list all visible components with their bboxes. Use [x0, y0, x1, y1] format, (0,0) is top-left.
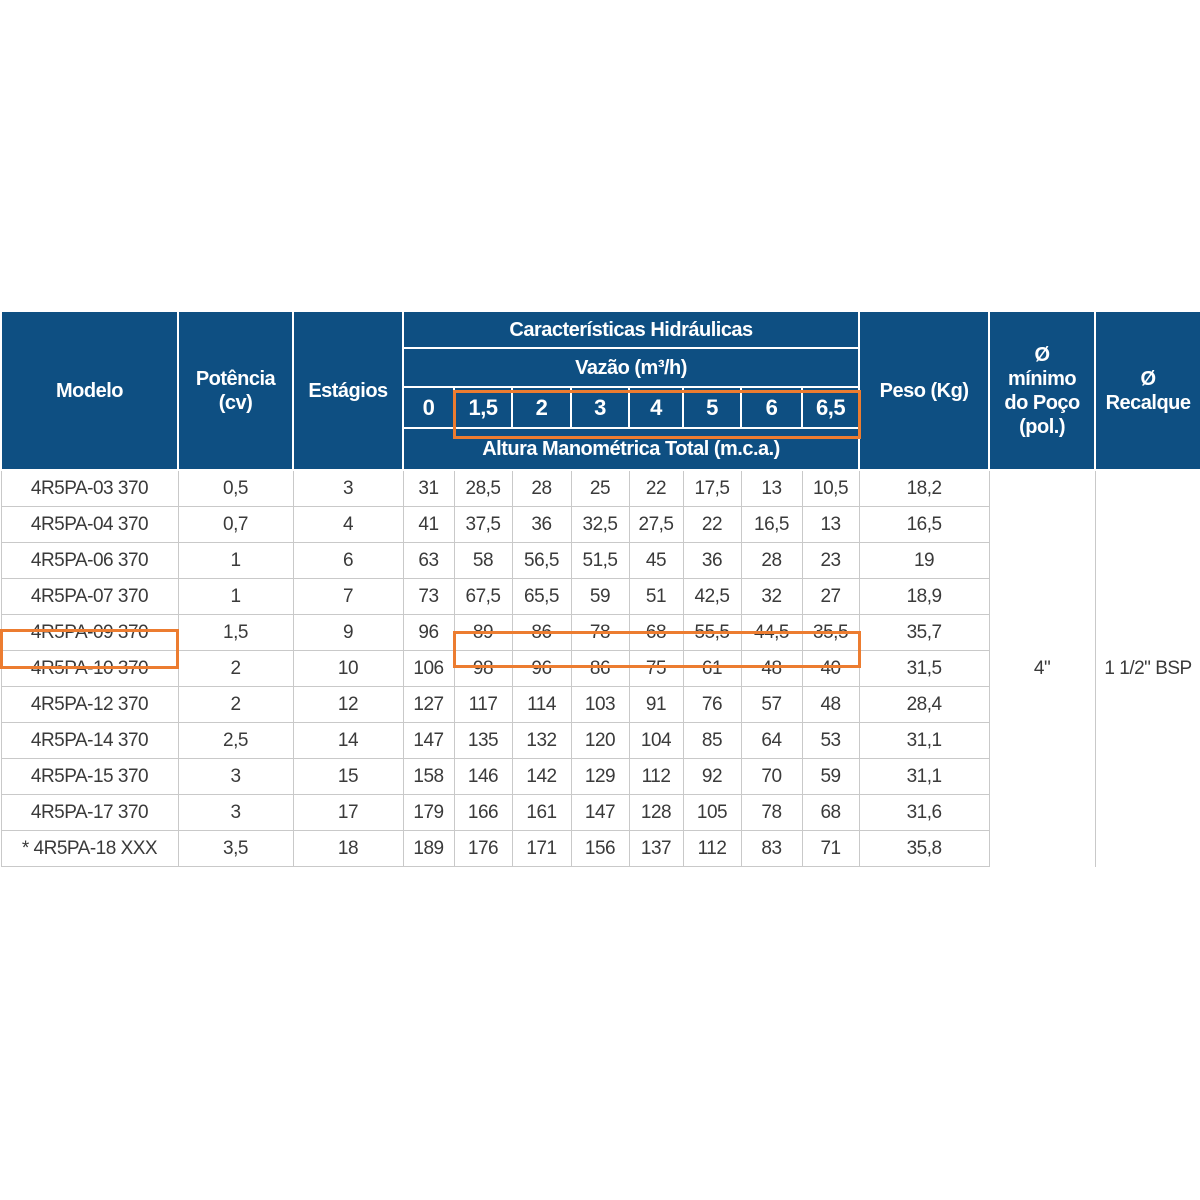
head-cell: 106: [403, 651, 454, 687]
stages-cell: 6: [293, 543, 403, 579]
power-cell: 2: [178, 687, 293, 723]
power-cell: 1: [178, 543, 293, 579]
head-cell: 158: [403, 759, 454, 795]
head-cell: 68: [629, 615, 683, 651]
head-cell: 129: [571, 759, 629, 795]
power-cell: 3: [178, 795, 293, 831]
head-cell: 65,5: [512, 579, 571, 615]
power-cell: 1: [178, 579, 293, 615]
stages-cell: 10: [293, 651, 403, 687]
weight-cell: 16,5: [859, 507, 989, 543]
head-cell: 51,5: [571, 543, 629, 579]
header-recalque: Ø Recalque: [1095, 311, 1200, 470]
head-cell: 57: [741, 687, 802, 723]
head-cell: 137: [629, 831, 683, 867]
head-cell: 68: [802, 795, 859, 831]
weight-cell: 31,5: [859, 651, 989, 687]
stages-cell: 3: [293, 470, 403, 507]
power-cell: 0,7: [178, 507, 293, 543]
head-cell: 146: [454, 759, 512, 795]
spec-table: [0, 310, 1200, 867]
header-caracteristicas: Características Hidráulicas: [403, 311, 859, 348]
weight-cell: 31,6: [859, 795, 989, 831]
head-cell: 70: [741, 759, 802, 795]
model-cell: 4R5PA-15 370: [1, 759, 178, 795]
flow-rate-cell: 1,5: [454, 387, 512, 428]
head-cell: 32,5: [571, 507, 629, 543]
head-cell: 179: [403, 795, 454, 831]
head-cell: 105: [683, 795, 741, 831]
head-cell: 63: [403, 543, 454, 579]
head-cell: 22: [629, 470, 683, 507]
power-cell: 1,5: [178, 615, 293, 651]
head-cell: 73: [403, 579, 454, 615]
head-cell: 96: [403, 615, 454, 651]
model-cell: 4R5PA-03 370: [1, 470, 178, 507]
head-cell: 166: [454, 795, 512, 831]
model-cell: * 4R5PA-18 XXX: [1, 831, 178, 867]
flow-rate-cell: 3: [571, 387, 629, 428]
header-altura: Altura Manométrica Total (m.c.a.): [403, 428, 859, 470]
model-cell: 4R5PA-09 370: [1, 615, 178, 651]
model-cell: 4R5PA-10 370: [1, 651, 178, 687]
head-cell: 28: [741, 543, 802, 579]
stages-cell: 17: [293, 795, 403, 831]
head-cell: 45: [629, 543, 683, 579]
power-cell: 3,5: [178, 831, 293, 867]
head-cell: 132: [512, 723, 571, 759]
stages-cell: 7: [293, 579, 403, 615]
head-cell: 76: [683, 687, 741, 723]
head-cell: 112: [629, 759, 683, 795]
model-cell: 4R5PA-14 370: [1, 723, 178, 759]
discharge-cell: 1 1/2" BSP: [1095, 470, 1200, 867]
head-cell: 85: [683, 723, 741, 759]
head-cell: 23: [802, 543, 859, 579]
head-cell: 67,5: [454, 579, 512, 615]
header-estagios: Estágios: [293, 311, 403, 470]
weight-cell: 18,2: [859, 470, 989, 507]
head-cell: 156: [571, 831, 629, 867]
stages-cell: 15: [293, 759, 403, 795]
head-cell: 40: [802, 651, 859, 687]
head-cell: 16,5: [741, 507, 802, 543]
head-cell: 56,5: [512, 543, 571, 579]
head-cell: 31: [403, 470, 454, 507]
head-cell: 171: [512, 831, 571, 867]
head-cell: 42,5: [683, 579, 741, 615]
head-cell: 36: [683, 543, 741, 579]
header-vazao: Vazão (m³/h): [403, 348, 859, 387]
head-cell: 22: [683, 507, 741, 543]
head-cell: 53: [802, 723, 859, 759]
head-cell: 37,5: [454, 507, 512, 543]
head-cell: 64: [741, 723, 802, 759]
weight-cell: 18,9: [859, 579, 989, 615]
weight-cell: 31,1: [859, 723, 989, 759]
head-cell: 44,5: [741, 615, 802, 651]
flow-rate-cell: 6: [741, 387, 802, 428]
head-cell: 103: [571, 687, 629, 723]
head-cell: 59: [802, 759, 859, 795]
head-cell: 142: [512, 759, 571, 795]
weight-cell: 31,1: [859, 759, 989, 795]
table-row: [1, 470, 1200, 507]
model-cell: 4R5PA-12 370: [1, 687, 178, 723]
power-cell: 2: [178, 651, 293, 687]
flow-rate-cell: 0: [403, 387, 454, 428]
flow-rate-cell: 4: [629, 387, 683, 428]
weight-cell: 35,8: [859, 831, 989, 867]
head-cell: 55,5: [683, 615, 741, 651]
weight-cell: 35,7: [859, 615, 989, 651]
head-cell: 176: [454, 831, 512, 867]
head-cell: 32: [741, 579, 802, 615]
flow-rate-cell: 2: [512, 387, 571, 428]
head-cell: 13: [802, 507, 859, 543]
head-cell: 91: [629, 687, 683, 723]
head-cell: 98: [454, 651, 512, 687]
head-cell: 104: [629, 723, 683, 759]
table-body: [1, 470, 1200, 867]
model-cell: 4R5PA-06 370: [1, 543, 178, 579]
head-cell: 51: [629, 579, 683, 615]
stages-cell: 18: [293, 831, 403, 867]
head-cell: 28: [512, 470, 571, 507]
well-diameter-cell: 4": [989, 470, 1095, 867]
head-cell: 35,5: [802, 615, 859, 651]
head-cell: 117: [454, 687, 512, 723]
power-cell: 2,5: [178, 723, 293, 759]
head-cell: 78: [571, 615, 629, 651]
stages-cell: 14: [293, 723, 403, 759]
head-cell: 28,5: [454, 470, 512, 507]
head-cell: 27: [802, 579, 859, 615]
stages-cell: 4: [293, 507, 403, 543]
head-cell: 161: [512, 795, 571, 831]
head-cell: 61: [683, 651, 741, 687]
power-cell: 0,5: [178, 470, 293, 507]
head-cell: 48: [741, 651, 802, 687]
head-cell: 112: [683, 831, 741, 867]
stages-cell: 9: [293, 615, 403, 651]
model-cell: 4R5PA-04 370: [1, 507, 178, 543]
head-cell: 25: [571, 470, 629, 507]
head-cell: 83: [741, 831, 802, 867]
head-cell: 41: [403, 507, 454, 543]
head-cell: 96: [512, 651, 571, 687]
head-cell: 71: [802, 831, 859, 867]
header-modelo: Modelo: [1, 311, 178, 470]
head-cell: 36: [512, 507, 571, 543]
model-cell: 4R5PA-07 370: [1, 579, 178, 615]
header-peso: Peso (Kg): [859, 311, 989, 470]
header-poco: Ø mínimo do Poço (pol.): [989, 311, 1095, 470]
head-cell: 135: [454, 723, 512, 759]
head-cell: 58: [454, 543, 512, 579]
flow-rate-cell: 5: [683, 387, 741, 428]
head-cell: 75: [629, 651, 683, 687]
head-cell: 189: [403, 831, 454, 867]
head-cell: 128: [629, 795, 683, 831]
head-cell: 114: [512, 687, 571, 723]
power-cell: 3: [178, 759, 293, 795]
weight-cell: 28,4: [859, 687, 989, 723]
header-potencia: Potência (cv): [178, 311, 293, 470]
stages-cell: 12: [293, 687, 403, 723]
head-cell: 89: [454, 615, 512, 651]
head-cell: 59: [571, 579, 629, 615]
head-cell: 147: [571, 795, 629, 831]
head-cell: 78: [741, 795, 802, 831]
head-cell: 27,5: [629, 507, 683, 543]
head-cell: 120: [571, 723, 629, 759]
head-cell: 86: [571, 651, 629, 687]
flow-rate-cell: 6,5: [802, 387, 859, 428]
weight-cell: 19: [859, 543, 989, 579]
head-cell: 86: [512, 615, 571, 651]
head-cell: 17,5: [683, 470, 741, 507]
head-cell: 147: [403, 723, 454, 759]
head-cell: 92: [683, 759, 741, 795]
head-cell: 48: [802, 687, 859, 723]
head-cell: 127: [403, 687, 454, 723]
model-cell: 4R5PA-17 370: [1, 795, 178, 831]
head-cell: 13: [741, 470, 802, 507]
head-cell: 10,5: [802, 470, 859, 507]
